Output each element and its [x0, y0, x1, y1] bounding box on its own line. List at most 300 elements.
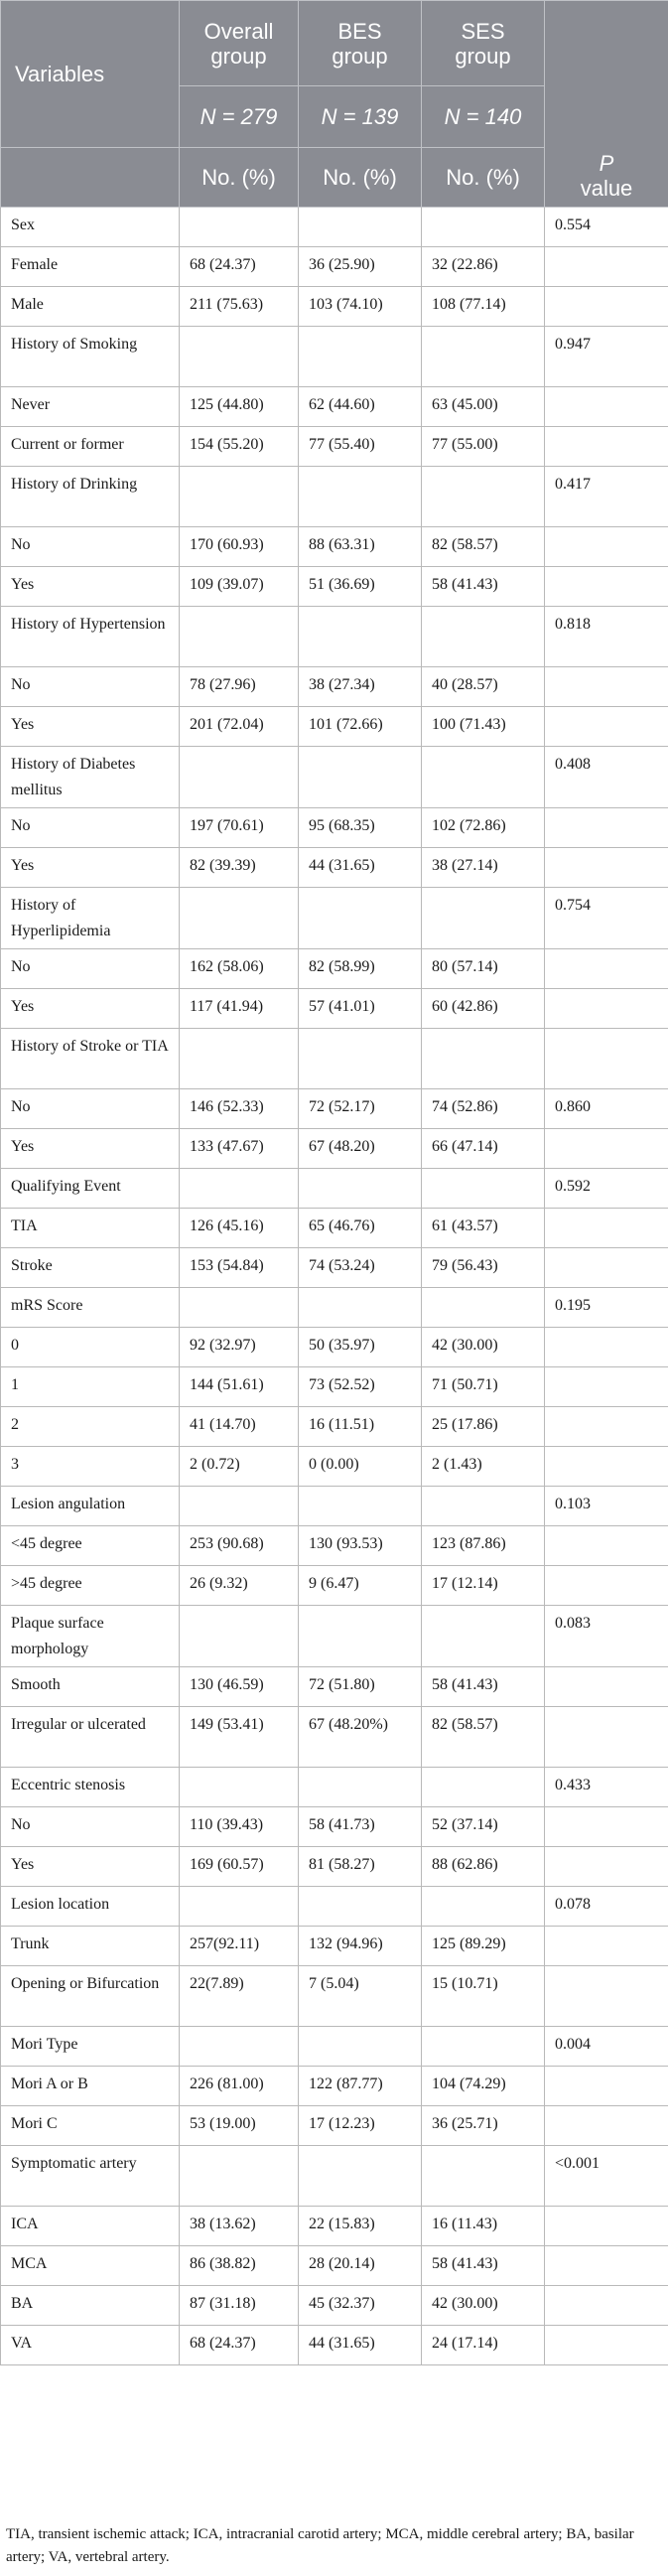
- variable-cell: Plaque surface morphology: [1, 1606, 180, 1667]
- overall-cell: 257(92.11): [180, 1927, 299, 1966]
- variable-cell: Smooth: [1, 1667, 180, 1707]
- p-value-cell: [545, 667, 668, 707]
- ses-cell: 32 (22.86): [422, 247, 545, 287]
- bes-cell: 22 (15.83): [299, 2207, 422, 2246]
- ses-cell: [422, 1029, 545, 1089]
- bes-cell: [299, 1487, 422, 1526]
- ses-cell: 80 (57.14): [422, 949, 545, 989]
- table-row: [1, 1169, 668, 1209]
- ses-cell: 58 (41.43): [422, 1667, 545, 1707]
- ses-cell: [422, 467, 545, 527]
- bes-cell: 72 (52.17): [299, 1089, 422, 1129]
- overall-n-text: N = 279: [200, 104, 278, 129]
- bes-cell: [299, 1768, 422, 1807]
- bes-cell: 88 (63.31): [299, 527, 422, 567]
- header-ses-nopct: No. (%): [422, 148, 545, 208]
- p-value-cell: [545, 2207, 668, 2246]
- bes-cell: 0 (0.00): [299, 1447, 422, 1487]
- p-value-cell: 0.078: [545, 1887, 668, 1927]
- p-value-cell: 0.860: [545, 1089, 668, 1129]
- ses-cell: 16 (11.43): [422, 2207, 545, 2246]
- overall-cell: 68 (24.37): [180, 2326, 299, 2365]
- table-row: [1, 1768, 668, 1807]
- ses-cell: 60 (42.86): [422, 989, 545, 1029]
- variable-cell: >45 degree: [1, 1566, 180, 1606]
- variable-cell: 3: [1, 1447, 180, 1487]
- ses-cell: 74 (52.86): [422, 1089, 545, 1129]
- ses-cell: 52 (37.14): [422, 1807, 545, 1847]
- p-value-cell: [545, 2067, 668, 2106]
- ses-cell: [422, 747, 545, 808]
- header-bes-group: [299, 1, 422, 86]
- p-value-cell: [545, 427, 668, 467]
- table-row: [1, 2146, 668, 2207]
- table-row: [1, 1248, 668, 1288]
- bes-cell: 82 (58.99): [299, 949, 422, 989]
- table-body: [1, 208, 668, 2365]
- variable-cell: mRS Score: [1, 1288, 180, 1328]
- bes-cell: [299, 1029, 422, 1089]
- ses-cell: [422, 1169, 545, 1209]
- overall-cell: 146 (52.33): [180, 1089, 299, 1129]
- bes-cell: [299, 327, 422, 387]
- overall-cell: 87 (31.18): [180, 2286, 299, 2326]
- header-bes-line2: group: [332, 43, 388, 69]
- overall-cell: 2 (0.72): [180, 1447, 299, 1487]
- ses-cell: 25 (17.86): [422, 1407, 545, 1447]
- p-value-cell: [545, 527, 668, 567]
- table-row: [1, 1707, 668, 1768]
- ses-cell: 42 (30.00): [422, 2286, 545, 2326]
- p-value-cell: [545, 1847, 668, 1887]
- bes-cell: 101 (72.66): [299, 707, 422, 747]
- variable-cell: Male: [1, 287, 180, 327]
- bes-n-text: N = 139: [321, 104, 399, 129]
- p-value-cell: 0.947: [545, 327, 668, 387]
- p-value-cell: [545, 287, 668, 327]
- ses-cell: 100 (71.43): [422, 707, 545, 747]
- overall-cell: 126 (45.16): [180, 1209, 299, 1248]
- p-value-cell: [545, 949, 668, 989]
- variable-cell: Current or former: [1, 427, 180, 467]
- p-value-cell: [545, 1447, 668, 1487]
- table-row: [1, 1367, 668, 1407]
- ses-cell: 82 (58.57): [422, 1707, 545, 1768]
- variable-cell: BA: [1, 2286, 180, 2326]
- p-value-cell: [545, 707, 668, 747]
- variable-cell: History of Stroke or TIA: [1, 1029, 180, 1089]
- table-row: [1, 808, 668, 848]
- bes-cell: 62 (44.60): [299, 387, 422, 427]
- bes-cell: [299, 747, 422, 808]
- bes-cell: 72 (51.80): [299, 1667, 422, 1707]
- variable-cell: History of Smoking: [1, 327, 180, 387]
- ses-cell: 66 (47.14): [422, 1129, 545, 1169]
- variable-cell: Lesion angulation: [1, 1487, 180, 1526]
- overall-cell: [180, 1606, 299, 1667]
- bes-cell: [299, 208, 422, 247]
- bes-cell: 95 (68.35): [299, 808, 422, 848]
- variable-cell: Yes: [1, 567, 180, 607]
- overall-cell: 133 (47.67): [180, 1129, 299, 1169]
- table-row: [1, 1667, 668, 1707]
- table-row: [1, 208, 668, 247]
- table-row: [1, 427, 668, 467]
- ses-cell: [422, 1288, 545, 1328]
- overall-cell: [180, 1169, 299, 1209]
- overall-cell: [180, 888, 299, 949]
- bes-cell: 51 (36.69): [299, 567, 422, 607]
- table-row: [1, 848, 668, 888]
- bes-cell: 58 (41.73): [299, 1807, 422, 1847]
- p-value-cell: 0.083: [545, 1606, 668, 1667]
- overall-cell: 197 (70.61): [180, 808, 299, 848]
- variable-cell: Yes: [1, 1847, 180, 1887]
- p-value-cell: 0.754: [545, 888, 668, 949]
- ses-cell: [422, 2146, 545, 2207]
- header-p-label2: value: [580, 176, 633, 201]
- bes-cell: 132 (94.96): [299, 1927, 422, 1966]
- overall-cell: [180, 1288, 299, 1328]
- bes-cell: [299, 1606, 422, 1667]
- header-overall-line1: Overall: [203, 18, 274, 44]
- ses-cell: [422, 2027, 545, 2067]
- variable-cell: 1: [1, 1367, 180, 1407]
- table-row: [1, 707, 668, 747]
- overall-cell: 53 (19.00): [180, 2106, 299, 2146]
- p-value-cell: 0.554: [545, 208, 668, 247]
- ses-cell: [422, 1606, 545, 1667]
- variable-cell: Mori A or B: [1, 2067, 180, 2106]
- overall-cell: [180, 1029, 299, 1089]
- p-value-cell: [545, 387, 668, 427]
- variable-cell: History of Diabetes mellitus: [1, 747, 180, 808]
- table-row: [1, 949, 668, 989]
- table-row: [1, 247, 668, 287]
- bes-cell: 73 (52.52): [299, 1367, 422, 1407]
- table-row: [1, 2067, 668, 2106]
- variable-cell: No: [1, 667, 180, 707]
- table-row: [1, 327, 668, 387]
- variable-cell: No: [1, 1807, 180, 1847]
- p-value-cell: [545, 2326, 668, 2365]
- overall-cell: 211 (75.63): [180, 287, 299, 327]
- bes-cell: 57 (41.01): [299, 989, 422, 1029]
- table-row: [1, 1407, 668, 1447]
- bes-cell: [299, 2146, 422, 2207]
- variable-cell: Lesion location: [1, 1887, 180, 1927]
- table-row: [1, 1129, 668, 1169]
- table-row: [1, 1089, 668, 1129]
- ses-cell: [422, 607, 545, 667]
- p-value-cell: 0.818: [545, 607, 668, 667]
- table-row: [1, 387, 668, 427]
- variable-cell: Female: [1, 247, 180, 287]
- p-value-cell: [545, 567, 668, 607]
- table-footnote: TIA, transient ischemic attack; ICA, intracranial carotid artery; MCA, middle cerebral artery; BA, basilar artery; VA, vertebral artery.: [6, 2526, 634, 2565]
- p-value-cell: [545, 1807, 668, 1847]
- bes-cell: 77 (55.40): [299, 427, 422, 467]
- p-value-cell: [545, 1407, 668, 1447]
- table-row: [1, 2286, 668, 2326]
- p-value-cell: [545, 1029, 668, 1089]
- table-row: [1, 467, 668, 527]
- header-ses-line1: SES: [461, 18, 505, 44]
- bes-cell: 103 (74.10): [299, 287, 422, 327]
- overall-cell: 92 (32.97): [180, 1328, 299, 1367]
- header-overall-n: [180, 86, 299, 148]
- variable-cell: Stroke: [1, 1248, 180, 1288]
- variable-cell: 0: [1, 1328, 180, 1367]
- variable-cell: Yes: [1, 1129, 180, 1169]
- p-value-cell: [545, 2246, 668, 2286]
- table-row: [1, 2207, 668, 2246]
- bes-cell: [299, 467, 422, 527]
- p-value-cell: [545, 1367, 668, 1407]
- ses-cell: 71 (50.71): [422, 1367, 545, 1407]
- p-value-cell: <0.001: [545, 2146, 668, 2207]
- table-row: [1, 607, 668, 667]
- bes-cell: 7 (5.04): [299, 1966, 422, 2027]
- ses-cell: 58 (41.43): [422, 567, 545, 607]
- ses-cell: [422, 1768, 545, 1807]
- overall-cell: [180, 607, 299, 667]
- overall-cell: 130 (46.59): [180, 1667, 299, 1707]
- table-row: [1, 1887, 668, 1927]
- variable-cell: Symptomatic artery: [1, 2146, 180, 2207]
- variable-cell: Mori C: [1, 2106, 180, 2146]
- bes-cell: 67 (48.20): [299, 1129, 422, 1169]
- table-row: [1, 1566, 668, 1606]
- header-ses-group: [422, 1, 545, 86]
- variable-cell: Eccentric stenosis: [1, 1768, 180, 1807]
- overall-cell: [180, 1887, 299, 1927]
- ses-cell: 63 (45.00): [422, 387, 545, 427]
- p-value-cell: [545, 848, 668, 888]
- table-row: [1, 989, 668, 1029]
- variable-cell: Never: [1, 387, 180, 427]
- bes-cell: 44 (31.65): [299, 2326, 422, 2365]
- header-bes-line1: BES: [337, 18, 382, 44]
- bes-cell: 130 (93.53): [299, 1526, 422, 1566]
- p-value-cell: [545, 1566, 668, 1606]
- overall-cell: 78 (27.96): [180, 667, 299, 707]
- header-overall-line2: group: [210, 43, 267, 69]
- overall-cell: 226 (81.00): [180, 2067, 299, 2106]
- p-value-cell: 0.408: [545, 747, 668, 808]
- ses-cell: 58 (41.43): [422, 2246, 545, 2286]
- p-value-cell: 0.592: [545, 1169, 668, 1209]
- overall-cell: [180, 1487, 299, 1526]
- variable-cell: Yes: [1, 848, 180, 888]
- variable-cell: Yes: [1, 989, 180, 1029]
- p-value-cell: [545, 1328, 668, 1367]
- p-value-cell: [545, 1667, 668, 1707]
- table-row: [1, 2027, 668, 2067]
- bes-cell: [299, 1887, 422, 1927]
- ses-n-text: N = 140: [444, 104, 522, 129]
- overall-cell: 41 (14.70): [180, 1407, 299, 1447]
- table-header: [1, 1, 668, 208]
- overall-cell: [180, 747, 299, 808]
- ses-cell: 82 (58.57): [422, 527, 545, 567]
- variable-cell: Sex: [1, 208, 180, 247]
- variable-cell: No: [1, 949, 180, 989]
- table-row: [1, 527, 668, 567]
- variable-cell: MCA: [1, 2246, 180, 2286]
- p-value-cell: [545, 2286, 668, 2326]
- p-value-cell: [545, 1248, 668, 1288]
- p-value-cell: [545, 1707, 668, 1768]
- table-row: [1, 1029, 668, 1089]
- overall-cell: 162 (58.06): [180, 949, 299, 989]
- header-overall-group: [180, 1, 299, 86]
- overall-cell: 153 (54.84): [180, 1248, 299, 1288]
- ses-cell: 17 (12.14): [422, 1566, 545, 1606]
- table-row: [1, 1328, 668, 1367]
- header-bes-n: [299, 86, 422, 148]
- overall-cell: 110 (39.43): [180, 1807, 299, 1847]
- ses-cell: 102 (72.86): [422, 808, 545, 848]
- variable-cell: Opening or Bifurcation: [1, 1966, 180, 2027]
- bes-cell: 67 (48.20%): [299, 1707, 422, 1768]
- bes-cell: 122 (87.77): [299, 2067, 422, 2106]
- table-row: [1, 287, 668, 327]
- bes-cell: 50 (35.97): [299, 1328, 422, 1367]
- table-row: [1, 1447, 668, 1487]
- table-row: [1, 667, 668, 707]
- variable-cell: Qualifying Event: [1, 1169, 180, 1209]
- ses-cell: 42 (30.00): [422, 1328, 545, 1367]
- ses-cell: [422, 888, 545, 949]
- variable-cell: History of Hypertension: [1, 607, 180, 667]
- p-value-cell: [545, 1526, 668, 1566]
- ses-cell: 108 (77.14): [422, 287, 545, 327]
- overall-cell: 169 (60.57): [180, 1847, 299, 1887]
- variable-cell: ICA: [1, 2207, 180, 2246]
- overall-cell: 144 (51.61): [180, 1367, 299, 1407]
- table-row: [1, 747, 668, 808]
- header-p-value: [545, 1, 668, 208]
- ses-cell: 2 (1.43): [422, 1447, 545, 1487]
- ses-cell: 24 (17.14): [422, 2326, 545, 2365]
- variable-cell: History of Hyperlipidemia: [1, 888, 180, 949]
- ses-cell: 15 (10.71): [422, 1966, 545, 2027]
- variable-cell: TIA: [1, 1209, 180, 1248]
- ses-cell: [422, 327, 545, 387]
- ses-cell: 36 (25.71): [422, 2106, 545, 2146]
- ses-cell: 77 (55.00): [422, 427, 545, 467]
- variable-cell: Trunk: [1, 1927, 180, 1966]
- bes-cell: 16 (11.51): [299, 1407, 422, 1447]
- overall-cell: 154 (55.20): [180, 427, 299, 467]
- table-row: [1, 1487, 668, 1526]
- table-row: [1, 1526, 668, 1566]
- variable-cell: Mori Type: [1, 2027, 180, 2067]
- p-value-cell: [545, 1209, 668, 1248]
- header-ses-line2: group: [455, 43, 511, 69]
- bes-cell: 74 (53.24): [299, 1248, 422, 1288]
- table-row: [1, 1606, 668, 1667]
- header-variables: Variables: [1, 1, 180, 148]
- ses-cell: [422, 1487, 545, 1526]
- ses-cell: 125 (89.29): [422, 1927, 545, 1966]
- table-row: [1, 1288, 668, 1328]
- overall-cell: 253 (90.68): [180, 1526, 299, 1566]
- ses-cell: 61 (43.57): [422, 1209, 545, 1248]
- p-value-cell: [545, 1129, 668, 1169]
- p-value-cell: [545, 247, 668, 287]
- p-value-cell: [545, 1927, 668, 1966]
- bes-cell: 65 (46.76): [299, 1209, 422, 1248]
- overall-cell: [180, 327, 299, 387]
- bes-cell: 44 (31.65): [299, 848, 422, 888]
- table-row: [1, 2326, 668, 2365]
- header-variables-blank: [1, 148, 180, 208]
- header-bes-nopct: No. (%): [299, 148, 422, 208]
- overall-cell: [180, 467, 299, 527]
- table-row: [1, 2246, 668, 2286]
- overall-cell: 170 (60.93): [180, 527, 299, 567]
- bes-cell: 17 (12.23): [299, 2106, 422, 2146]
- overall-cell: 86 (38.82): [180, 2246, 299, 2286]
- bes-cell: [299, 2027, 422, 2067]
- variable-cell: <45 degree: [1, 1526, 180, 1566]
- variable-cell: No: [1, 527, 180, 567]
- ses-cell: 38 (27.14): [422, 848, 545, 888]
- p-value-cell: 0.195: [545, 1288, 668, 1328]
- header-ses-n: [422, 86, 545, 148]
- variable-cell: No: [1, 1089, 180, 1129]
- overall-cell: 117 (41.94): [180, 989, 299, 1029]
- p-value-cell: 0.004: [545, 2027, 668, 2067]
- table-row: [1, 1209, 668, 1248]
- ses-cell: 40 (28.57): [422, 667, 545, 707]
- bes-cell: 81 (58.27): [299, 1847, 422, 1887]
- table-row: [1, 1807, 668, 1847]
- bes-cell: 38 (27.34): [299, 667, 422, 707]
- ses-cell: 79 (56.43): [422, 1248, 545, 1288]
- ses-cell: 104 (74.29): [422, 2067, 545, 2106]
- header-overall-nopct: No. (%): [180, 148, 299, 208]
- table-row: [1, 1966, 668, 2027]
- p-value-cell: 0.433: [545, 1768, 668, 1807]
- variable-cell: 2: [1, 1407, 180, 1447]
- table-row: [1, 2106, 668, 2146]
- overall-cell: [180, 1768, 299, 1807]
- variable-cell: Irregular or ulcerated: [1, 1707, 180, 1768]
- overall-cell: 125 (44.80): [180, 387, 299, 427]
- overall-cell: 68 (24.37): [180, 247, 299, 287]
- variable-cell: Yes: [1, 707, 180, 747]
- bes-cell: [299, 607, 422, 667]
- bes-cell: [299, 1288, 422, 1328]
- variable-cell: No: [1, 808, 180, 848]
- p-value-cell: [545, 989, 668, 1029]
- table-row: [1, 1847, 668, 1887]
- overall-cell: [180, 2027, 299, 2067]
- overall-cell: [180, 208, 299, 247]
- overall-cell: 109 (39.07): [180, 567, 299, 607]
- ses-cell: [422, 1887, 545, 1927]
- overall-cell: 82 (39.39): [180, 848, 299, 888]
- overall-cell: 38 (13.62): [180, 2207, 299, 2246]
- overall-cell: [180, 2146, 299, 2207]
- p-value-cell: 0.417: [545, 467, 668, 527]
- bes-cell: [299, 888, 422, 949]
- table-row: [1, 1927, 668, 1966]
- variable-cell: History of Drinking: [1, 467, 180, 527]
